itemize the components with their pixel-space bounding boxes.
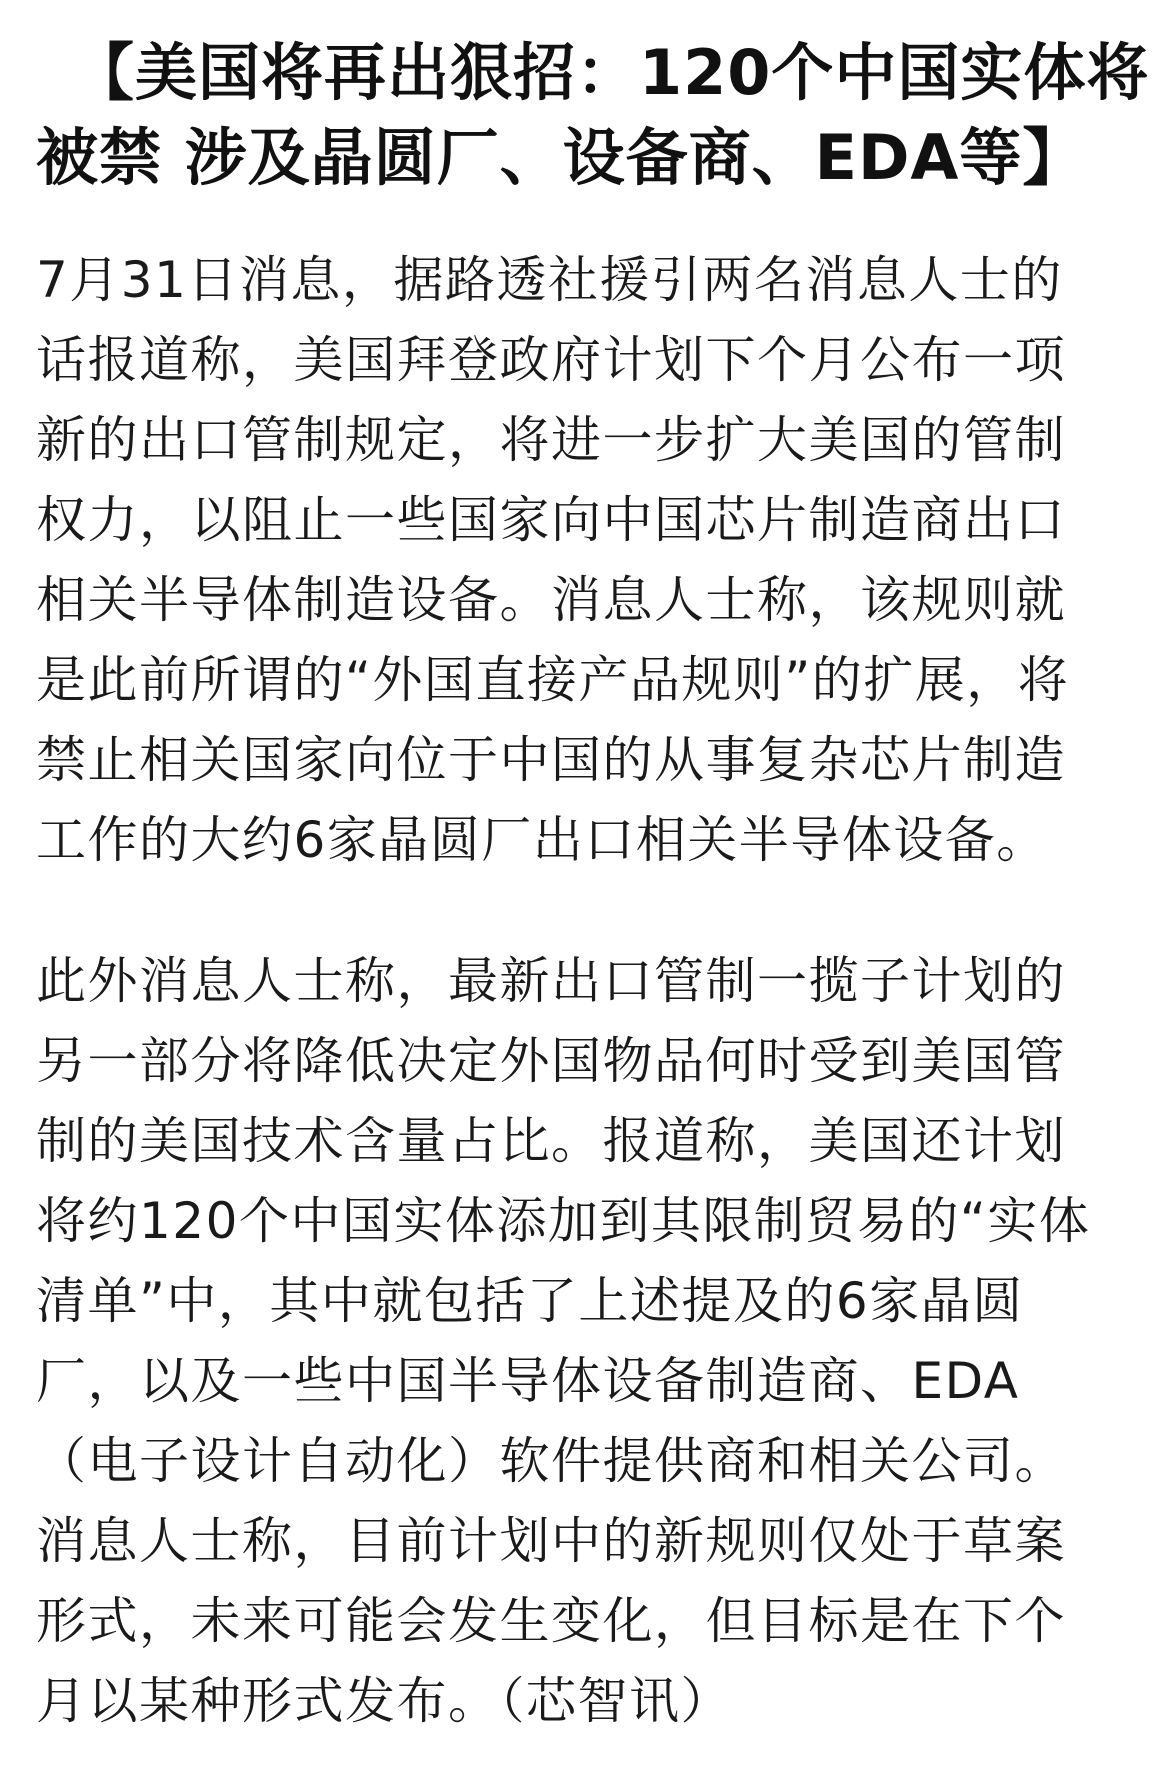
paragraph-line: 将约120个中国实体添加到其限制贸易的“实体 <box>36 1192 1091 1250</box>
paragraph-line: 话报道称，美国拜登政府计划下个月公布一项 <box>36 331 1066 389</box>
paragraph-line: 制的美国技术含量占比。报道称，美国还计划 <box>36 1112 1066 1170</box>
paragraph-line: 消息人士称，目前计划中的新规则仅处于草案 <box>36 1512 1066 1570</box>
paragraph-line: 是此前所谓的“外国直接产品规则”的扩展，将 <box>36 651 1070 709</box>
paragraph-line: （电子设计自动化）软件提供商和相关公司。 <box>36 1432 1066 1490</box>
article-paragraph-1 <box>36 240 1121 880</box>
paragraph-line: 形式，未来可能会发生变化，但目标是在下个 <box>36 1592 1066 1650</box>
paragraph-line: 此外消息人士称，最新出口管制一揽子计划的 <box>36 952 1066 1010</box>
paragraph-line: 权力，以阻止一些国家向中国芯片制造商出口 <box>36 491 1066 549</box>
paragraph-line: 新的出口管制规定，将进一步扩大美国的管制 <box>36 411 1066 469</box>
paragraph-line: 月以某种形式发布。（芯智讯） <box>36 1672 732 1730</box>
paragraph-line: 另一部分将降低决定外国物品何时受到美国管 <box>36 1032 1066 1090</box>
article-title <box>36 30 1150 200</box>
paragraph-line: 禁止相关国家向位于中国的从事复杂芯片制造 <box>36 731 1066 789</box>
title-line: 被禁 涉及晶圆厂、设备商、EDA等】 <box>36 121 1086 194</box>
paragraph-line: 相关半导体制造设备。消息人士称，该规则就 <box>36 571 1066 629</box>
title-line: 【美国将再出狠招：120个中国实体将 <box>72 36 1150 109</box>
paragraph-line: 工作的大约6家晶圆厂出口相关半导体设备。 <box>36 811 1048 869</box>
article-paragraph-2 <box>36 941 1121 1741</box>
paragraph-line: 7月31日消息，据路透社援引两名消息人士的 <box>36 251 1063 309</box>
paragraph-line: 清单”中，其中就包括了上述提及的6家晶圆 <box>36 1272 1024 1330</box>
paragraph-line: 厂，以及一些中国半导体设备制造商、EDA <box>36 1352 1020 1410</box>
